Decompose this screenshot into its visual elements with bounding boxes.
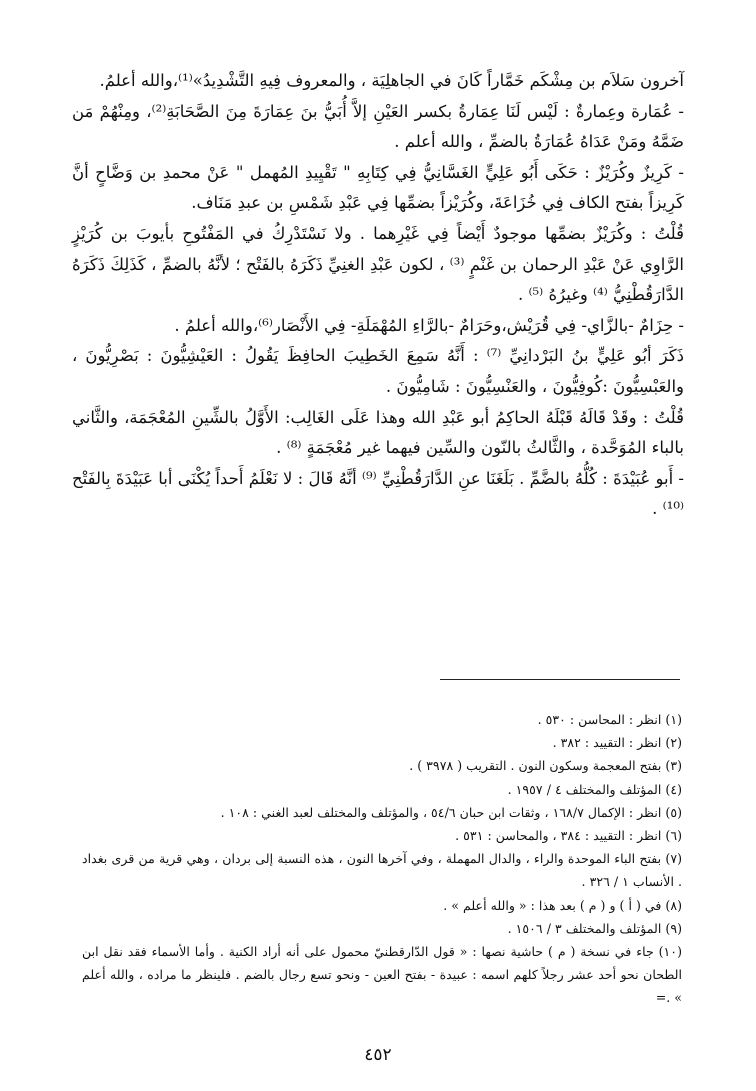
footnote-4: (٤) المؤتلف والمختلف ٤ / ١٩٥٧ . — [507, 781, 682, 797]
footnote-3: (٣) بفتح المعجمة وسكون النون . التقريب ( ٣٩٧٨ ) . — [409, 758, 682, 774]
footnotes — [82, 708, 682, 1010]
footnote-6: (٦) انظر : التقييد : ٣٨٤ ، والمحاسن : ٥٣١ . — [455, 828, 682, 844]
footnote-separator — [440, 679, 680, 680]
footnote-8: (٨) في ( أ ) و ( م ) بعد هذا : « والله أعلم » . — [443, 897, 682, 913]
paragraph-kariz-note: قُلْتُ : وكُرَيْزٌ بضمِّها موجودٌ أَيْضاً فِي غَيْرِهما . ولا نَسْتَدْرِكُ في المَفْتُوحِ بأيوبَ بن كُرَيْزٍ الرَّاوِي عَنْ عَبْدِ الرحمان بن غَنْمٍ ⁽³⁾ ، لكون عَبْدِ الغنِيِّ ذَكَرَهُ بالفَتْح ؛ لأنَّهُ بالضمِّ ، كَذَلِكَ ذَكَرَهُ الدَّارَقُطْنِيُّ ⁽⁴⁾ وغيرُهُ ⁽⁵⁾ . — [72, 223, 685, 305]
paragraph-hizam: - حِزَامٌ -بالزَّاي- فِي قُرَيْش،وحَرَامٌ -بالرَّاءِ المُهْمَلَةِ- فِي الأَنْصَار⁽⁶⁾،والله أعلمُ . — [174, 315, 684, 335]
paragraph-umara: - عُمَارة وعِمارةٌ : لَيْس لَنَا عِمَارةُ بكسر العَيْنِ إلاَّ أُبَيُّ بنَ عِمَارَةَ مِنَ الصَّحَابَةِ⁽²⁾، ومِنْهُمْ مَن ضَمَّهُ ومَنْ عَدَاهُ عُمَارَةُ بالضمِّ ، والله أعلم . — [72, 101, 684, 152]
paragraph-salam: آخرون سَلاَم بن مِشْكَم خَمَّاراً كَانَ في الجاهلِيَة ، والمعروف فِيهِ التَّشْدِيدُ»⁽¹⁾،والله أعلمُ. — [99, 71, 684, 90]
footnote-7: (٧) بفتح الباء الموحدة والراء ، والدال المهملة ، وفي آخرها النون ، هذه النسبة إلى بردان ، وهي قرية من قرى بغداد . الأنساب ١ / ٣٢٦ . — [82, 851, 682, 890]
paragraph-kariz: - كَرِيزٌ وكُرَيْزٌ : حَكَى أَبُو عَلِيٍّ الغَسَّانِيُّ فِي كِتَابِهِ " تَقْيِيدِ المُهمل " عَنْ محمدِ بن وَضَّاحٍ أنَّ كَرِيزاً بفتح الكاف فِي خُزَاعَةَ، وكُرَيْزاً بضمِّها فِي عَبْدِ شَمْسِ بن عبدِ مَنَاف. — [72, 162, 684, 213]
footnote-10: (١٠) جاء في نسخة ( م ) حاشية نصها : « قول الدّارقطنيّ محمول على أنه أراد الكنية . وأما الأسماء فقد نقل ابن الطحان نحو أحد عشر رجلاً كلهم اسمه : عبيدة - بفتح العين - ونحو تسع رجال بالضم . فلينظر ما مراده ، والله أعلم » .= — [82, 944, 682, 1006]
paragraph-hakim: قُلْتُ : وقَدْ قَالَهُ قَبْلَهُ الحاكِمُ أبو عَبْدِ الله وهذا عَلَى الغَالِب: الأَوَّلُ بالشِّينِ المُعْجَمَة، والثَّاني بالباء المُوَحَّدة ، والثَّالثُ بالنّون والسِّين فيهما غير مُعْجَمَةٍ ⁽⁸⁾ . — [72, 407, 684, 458]
footnote-2: (٢) انظر : التقييد : ٣٨٢ . — [552, 735, 682, 751]
footnote-5: (٥) انظر : الإكمال ١٦٨/٧ ، وثقات ابن حبان ٥٤/٦ ، والمؤتلف والمختلف لعبد الغني : ١٠٨ . — [220, 804, 682, 820]
page-number: ٤٥٢ — [364, 1045, 392, 1065]
paragraph-aysi: ذَكَرَ أبُو عَلِيٍّ بنُ البَرْدانِيِّ ⁽⁷⁾ : أَنَّهُ سَمِعَ الخَطِيبَ الحافِظَ يَقُولُ : العَيْشِيُّونَ : بَصْرِيُّونَ ، والعَبْسِيُّونَ :كُوفِيُّونَ ، والعَنْسِيُّونَ : شَامِيُّونَ . — [72, 346, 684, 396]
footnote-9: (٩) المؤتلف والمختلف ٣ / ١٥٠٦ . — [507, 920, 682, 936]
main-text — [72, 66, 684, 525]
paragraph-ubayda: - أَبو عُبَيْدَةَ : كُلُّهُ بالضَّمِّ . بَلَغَنَا عنِ الدَّارَقُطْنِيِّ ⁽⁹⁾ أنَّهُ قَالَ : لا نَعْلَمُ أَحداً يُكْنَى أبا عَبَيْدَةَ بِالفَتْح ⁽¹⁰⁾ . — [72, 468, 684, 519]
footnote-1: (١) انظر : المحاسن : ٥٣٠ . — [537, 712, 682, 727]
